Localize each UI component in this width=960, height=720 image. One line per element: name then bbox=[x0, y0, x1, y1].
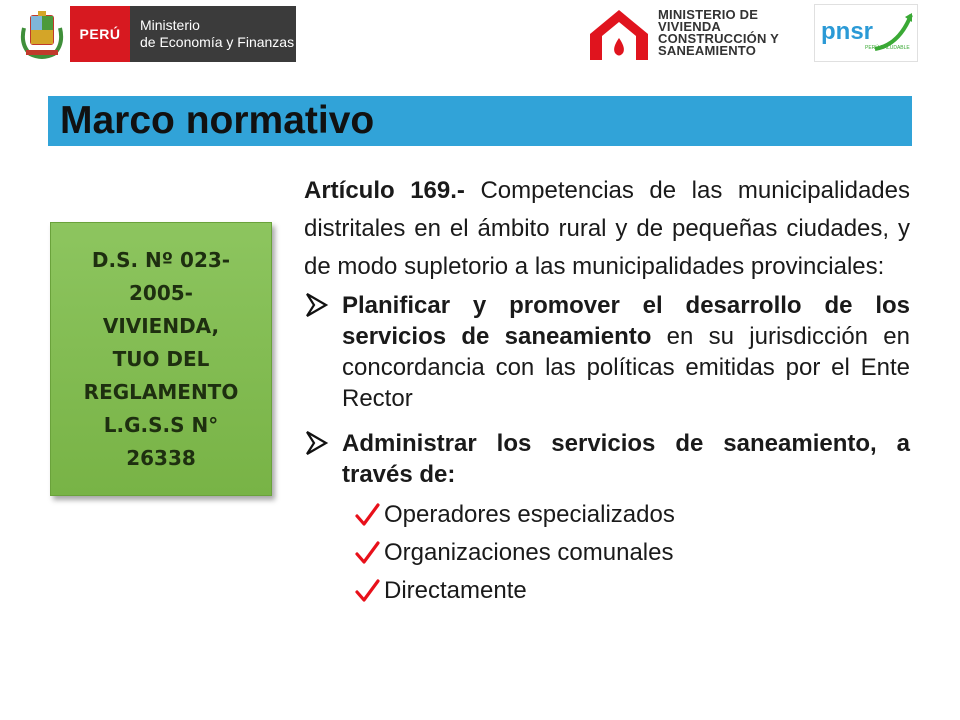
sub-item-text: Directamente bbox=[384, 577, 527, 604]
sub-item-text: Organizaciones comunales bbox=[384, 539, 674, 566]
house-drop-icon bbox=[586, 4, 652, 62]
article-content bbox=[304, 172, 910, 610]
peru-mef-logo bbox=[14, 6, 296, 62]
page-title: Marco normativo bbox=[60, 99, 375, 142]
bullet-bold-text: Administrar los servicios de saneamiento, a través de: bbox=[342, 430, 910, 488]
mef-line1: Ministerio bbox=[140, 17, 200, 33]
vivienda-line1: MINISTERIO DE bbox=[658, 7, 759, 22]
decree-reference-text: D.S. Nº 023- 2005- VIVIENDA, TUO DEL REGLAMENTO L.G.S.S N° 26338 bbox=[83, 247, 239, 470]
peru-flag-label: PERÚ bbox=[70, 6, 130, 62]
bullet-bold-text: Planificar y promover el desarrollo de los servicios de saneamiento bbox=[342, 292, 910, 350]
list-item bbox=[304, 428, 910, 490]
decree-reference-box bbox=[50, 222, 272, 496]
pnsr-text: pnsr bbox=[821, 18, 874, 45]
title-bar bbox=[48, 96, 912, 146]
bullet-list bbox=[304, 290, 910, 490]
list-item bbox=[304, 290, 910, 414]
checkmark-icon bbox=[354, 540, 380, 566]
vivienda-logo bbox=[586, 4, 808, 62]
pnsr-tagline: PERÚ SALUDABLE bbox=[865, 45, 910, 51]
list-item bbox=[304, 534, 910, 572]
pnsr-logo bbox=[814, 4, 918, 62]
checkmark-icon bbox=[354, 578, 380, 604]
arrow-bullet-icon bbox=[304, 291, 330, 319]
bullet-text: en su jurisdicción en concordancia con las políticas emitidas por el Ente Rector bbox=[342, 323, 911, 412]
list-item bbox=[304, 496, 910, 534]
vivienda-line2: VIVIENDA bbox=[658, 19, 722, 34]
pnsr-swoosh-icon bbox=[815, 5, 917, 61]
list-item bbox=[304, 572, 910, 610]
sub-item-text: Operadores especializados bbox=[384, 501, 675, 528]
arrow-bullet-icon bbox=[304, 429, 330, 457]
peru-coat-of-arms-icon bbox=[14, 6, 70, 62]
article-label: Artículo 169.- bbox=[304, 177, 465, 204]
vivienda-line4: SANEAMIENTO bbox=[658, 43, 757, 58]
article-intro bbox=[304, 172, 910, 286]
vivienda-name bbox=[658, 9, 779, 57]
mef-name bbox=[130, 6, 296, 62]
mef-line2: de Economía y Finanzas bbox=[140, 34, 295, 50]
sub-item-list bbox=[304, 496, 910, 610]
article-text: Competencias de las municipalidades distritales en el ámbito rural y de pequeñas ciudades, y de modo supletorio a las municipalidades provinciales: bbox=[304, 177, 910, 280]
checkmark-icon bbox=[354, 502, 380, 528]
vivienda-line3: CONSTRUCCIÓN Y bbox=[658, 31, 780, 46]
